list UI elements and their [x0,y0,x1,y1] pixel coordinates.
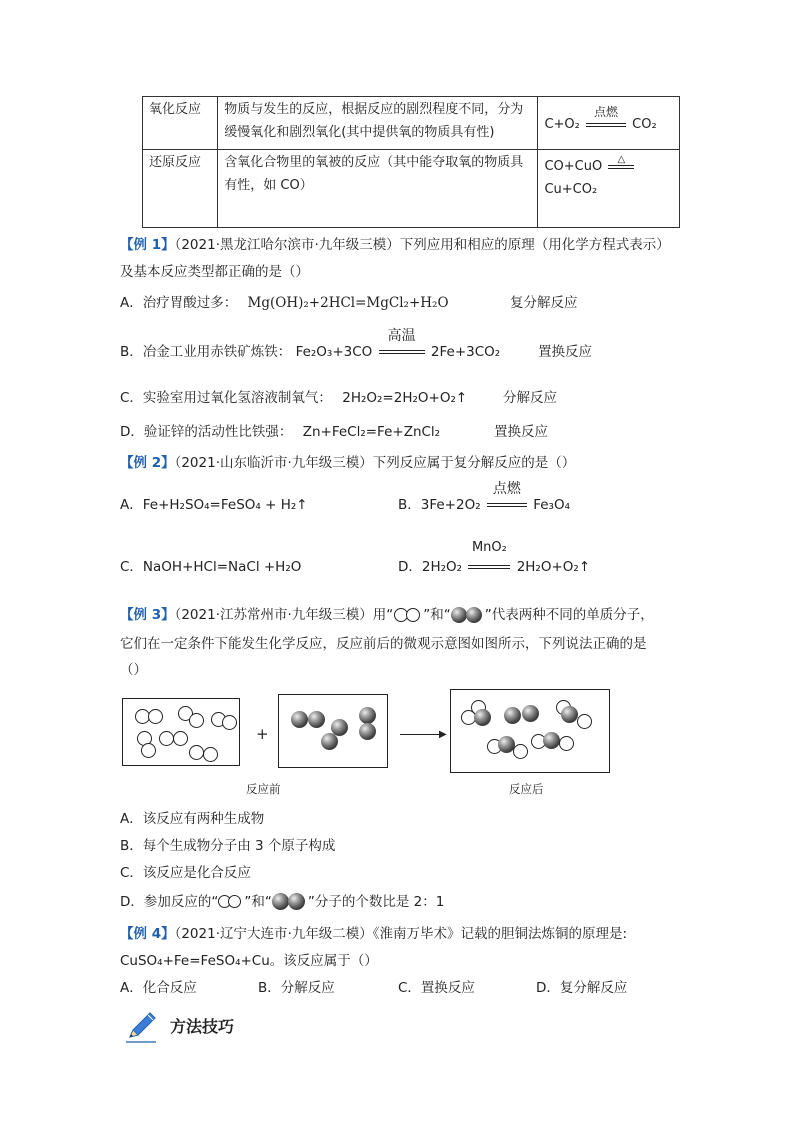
option-text: ”和“ [244,894,272,910]
reaction-type: 置换反应 [494,424,548,440]
example-3-stem-line3: （） [120,662,147,678]
table-cell-name: 氧化反应 [143,97,218,150]
option-b: B．分解反应 [258,980,335,996]
table-cell-equation [538,150,680,228]
eq-left: Fe₂O₃+3CO [295,344,373,360]
eq-right: Cu+CO₂ [544,182,598,197]
equation: 2H₂O₂=2H₂O+O₂↑ [342,390,468,406]
option-c: C．该反应是化合反应 [120,865,251,881]
eq-condition: 高温 [387,328,416,344]
example-tag: 【例 2】 [120,455,175,471]
eq-condition: MnO₂ [471,540,507,555]
arrow-head-icon: ▶ [439,729,447,740]
after-box [450,689,610,773]
table-cell-desc: 物质与发生的反应，根据反应的剧烈程度不同，分为缓慢氧化和剧烈氧化(其中提供氧的物质具有性) [218,97,538,150]
example-stem: （2021·黑龙江哈尔滨市·九年级三模）下列应用和相应的原理（用化学方程式表示） [174,237,670,253]
option-c: C．置换反应 [398,980,475,996]
example-4-stem-line2: CuSO₄+Fe=FeSO₄+Cu。该反应属于（） [120,953,378,969]
eq-right: CO₂ [632,117,657,132]
section-heading: 方法技巧 [170,1017,235,1036]
eq-left: B．3Fe+2O₂ [398,497,481,513]
example-1-stem-line1 [120,233,670,253]
example-tag: 【例 4】 [120,926,175,942]
option-d [120,420,548,440]
stem-part: （2021·江苏常州市·九年级三模）用“ [174,607,394,623]
label-before: 反应前 [246,782,281,796]
example-tag: 【例 3】 [120,607,175,623]
eq-condition: △ [617,153,626,165]
before-box-white [122,698,240,766]
option-a: A．该反应有两种生成物 [120,811,265,827]
example-1-stem-line2: 及基本反应类型都正确的是（） [120,264,309,280]
option-c [120,386,557,406]
dark-molecule-icon [272,893,308,911]
eq-left: C+O₂ [544,117,580,132]
example-2-stem [120,451,575,471]
eq-condition: 点燃 [492,481,521,497]
white-molecule-icon [218,895,244,909]
option-a [120,291,578,311]
example-stem: （2021·辽宁大连市·九年级二模）《淮南万毕术》记载的胆铜法炼铜的原理是: [174,926,628,942]
reaction-arrow [400,734,443,735]
eq-right: 2H₂O+O₂↑ [516,559,591,575]
option-b: B．每个生成物分子由 3 个原子构成 [120,838,336,854]
plus-sign: + [256,725,269,743]
stem-part: ”代表两种不同的单质分子， [484,607,654,623]
table-cell-name: 还原反应 [143,150,218,228]
reaction-type: 置换反应 [538,344,592,360]
option-a: A．化合反应 [120,980,197,996]
option-d [398,540,591,575]
example-tag: 【例 1】 [120,237,175,253]
option-b [120,328,592,360]
equation: Zn+FeCl₂=Fe+ZnCl₂ [302,424,441,440]
option-d [120,890,444,911]
eq-condition: 点燃 [594,104,619,119]
table-cell-desc: 含氧化合物里的氧被的反应（其中能夺取氧的物质具有性，如 CO） [218,150,538,228]
reaction-type: 分解反应 [503,390,557,406]
option-text: C．实验室用过氧化氢溶液制氧气： [120,390,332,406]
option-text: ”分子的个数比是 2：1 [307,894,445,910]
equation: Mg(OH)₂+2HCl=MgCl₂+H₂O [247,295,449,311]
eq-left: CO+CuO [544,159,603,174]
white-molecule-icon [393,608,423,622]
reaction-table [142,96,680,228]
example-3-stem-line2: 它们在一定条件下能发生化学反应，反应前后的微观示意图如图所示，下列说法正确的是 [120,636,647,652]
option-text: D．验证锌的活动性比铁强： [120,424,293,440]
example-stem: （2021·山东临沂市·九年级三模）下列反应属于复分解反应的是（） [174,455,576,471]
example-3-stem-line1 [120,603,654,623]
label-after: 反应后 [509,782,544,796]
eq-right: 2Fe+3CO₂ [430,344,501,360]
eq-right: Fe₃O₄ [533,497,571,513]
pencil-icon [124,1010,158,1044]
dark-molecule-icon [451,607,485,623]
stem-part: ”和“ [423,607,451,623]
option-b [398,481,571,513]
option-text: B．冶金工业用赤铁矿炼铁： [120,344,292,360]
reaction-type: 复分解反应 [510,295,578,311]
option-a: A．Fe+H₂SO₄=FeSO₄ + H₂↑ [120,497,308,513]
eq-left: D．2H₂O₂ [398,559,463,575]
option-c: C．NaOH+HCl=NaCl +H₂O [120,559,302,575]
option-d: D．复分解反应 [536,980,628,996]
option-text: A．治疗胃酸过多： [120,295,238,311]
before-box-dark [278,694,388,768]
example-4-stem-line1 [120,922,627,942]
table-cell-equation [538,97,680,150]
option-text: D．参加反应的“ [120,894,219,910]
